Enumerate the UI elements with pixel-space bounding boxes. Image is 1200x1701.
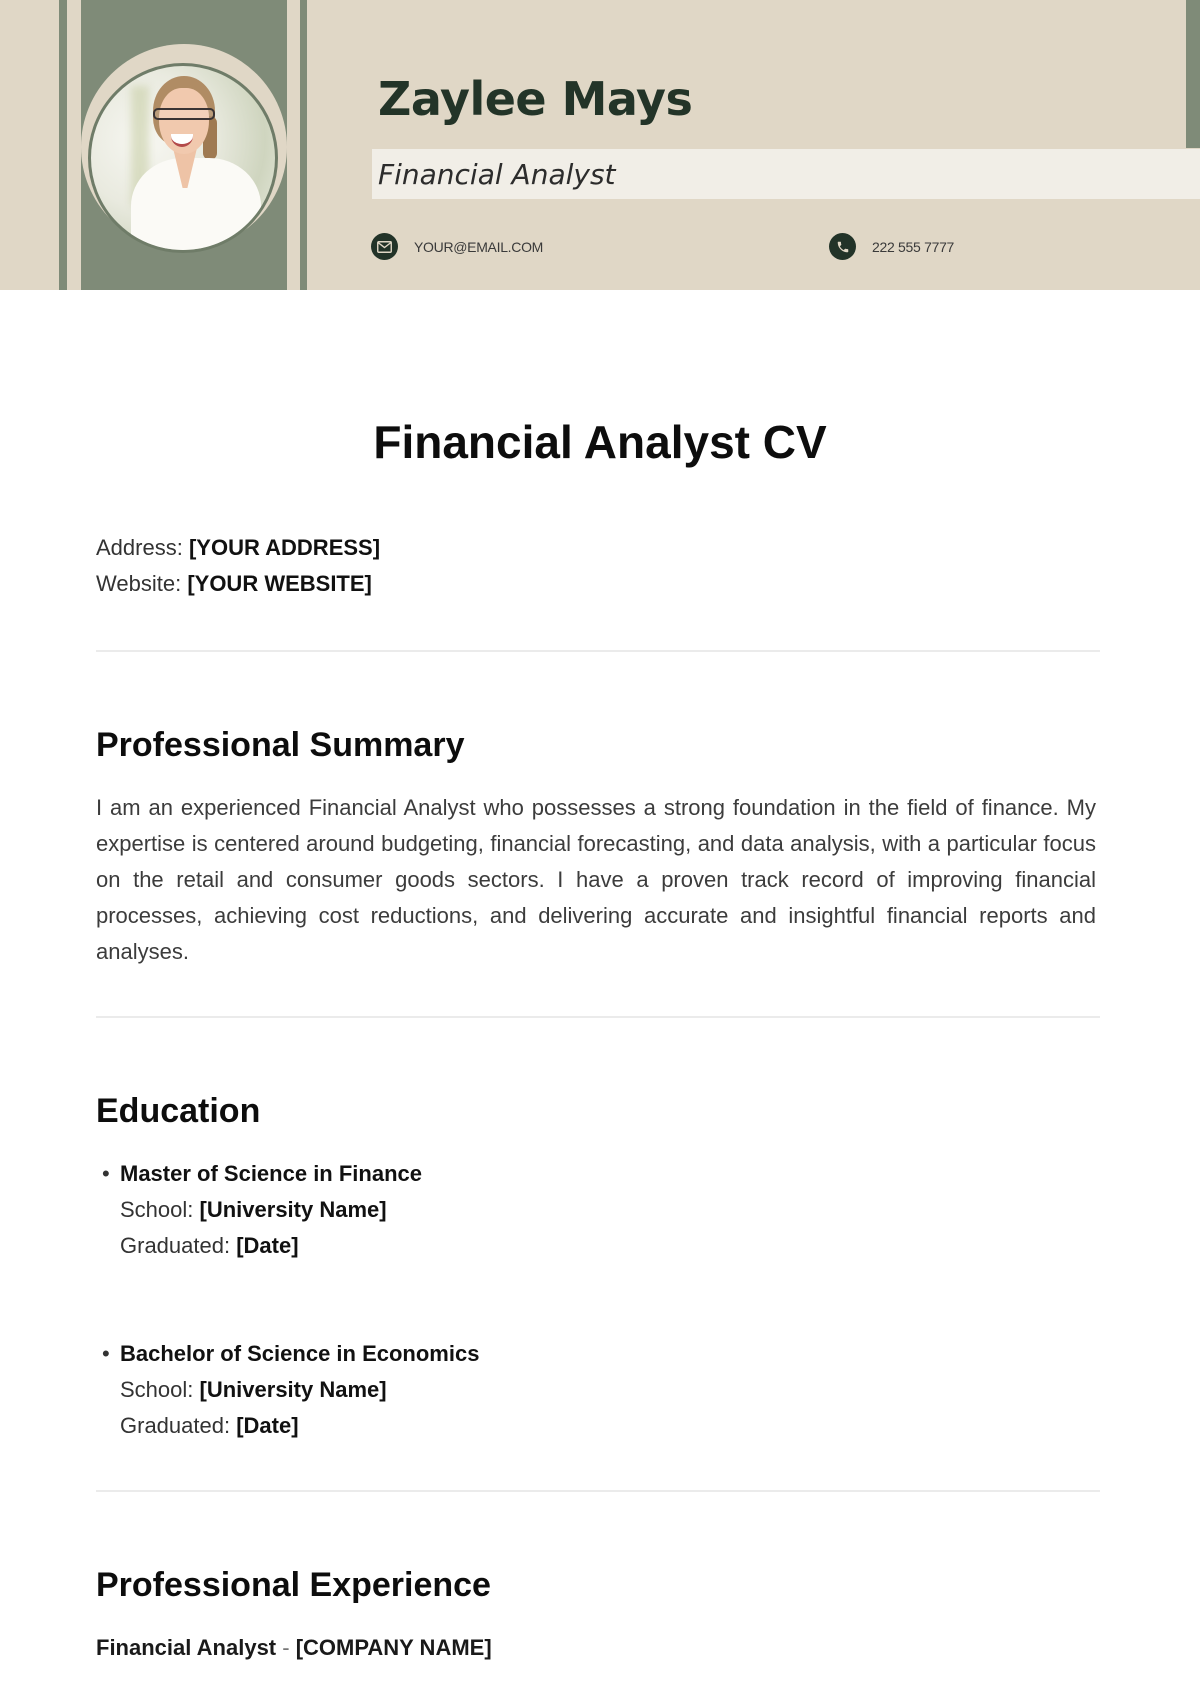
website-value: [YOUR WEBSITE] (187, 571, 372, 596)
contact-email (371, 233, 543, 260)
document-title: Financial Analyst CV (373, 416, 827, 468)
decorative-bar (1186, 0, 1200, 148)
candidate-name: Zaylee Mays (378, 72, 693, 126)
graduated-date: [Date] (236, 1413, 299, 1438)
graduated-label: Graduated: (120, 1413, 231, 1438)
address-label: Address: (96, 535, 183, 560)
education-heading: Education (96, 1092, 261, 1130)
website-line (96, 571, 372, 597)
graduated-date: [Date] (236, 1233, 299, 1258)
phone-icon (829, 233, 856, 260)
section-divider (96, 1016, 1100, 1018)
job-separator: - (282, 1635, 290, 1660)
section-divider (96, 650, 1100, 652)
decorative-bar (59, 0, 67, 290)
school-label: School: (120, 1377, 194, 1402)
summary-heading: Professional Summary (96, 726, 465, 764)
phone-text: 222 555 7777 (872, 238, 955, 255)
job-role: Financial Analyst (96, 1635, 277, 1660)
job-company: [COMPANY NAME] (295, 1635, 492, 1660)
school-label: School: (120, 1197, 194, 1222)
job-entry (96, 1635, 492, 1661)
profile-photo (88, 63, 278, 253)
job-title: Financial Analyst (378, 158, 616, 191)
website-label: Website: (96, 571, 182, 596)
graduated-label: Graduated: (120, 1233, 231, 1258)
education-item: • Bachelor of Science in Economics School: [University Name] Graduated: [Date] (102, 1341, 480, 1438)
degree-name: Master of Science in Finance (120, 1161, 422, 1186)
address-value: [YOUR ADDRESS] (188, 535, 381, 560)
degree-name: Bachelor of Science in Economics (120, 1341, 480, 1366)
email-text: YOUR@EMAIL.COM (414, 238, 544, 255)
envelope-icon (371, 233, 398, 260)
summary-text: I am an experienced Financial Analyst who possesses a strong foundation in the field of finance. My expertise is centered around budgeting, financial forecasting, and data analysis, with a particular focus on the retail and consumer goods sectors. I have a proven track record of improving financial processes, achieving cost reductions, and delivering accurate and insightful financial reports and analyses. (96, 795, 1096, 964)
contact-phone (829, 233, 954, 260)
school-name: [University Name] (199, 1377, 387, 1402)
section-divider (96, 1490, 1100, 1492)
school-name: [University Name] (199, 1197, 387, 1222)
decorative-bar (300, 0, 307, 290)
experience-heading: Professional Experience (96, 1566, 491, 1604)
address-line (96, 535, 380, 561)
education-item: • Master of Science in Finance School: [University Name] Graduated: [Date] (102, 1161, 422, 1258)
cv-header (0, 0, 1200, 290)
